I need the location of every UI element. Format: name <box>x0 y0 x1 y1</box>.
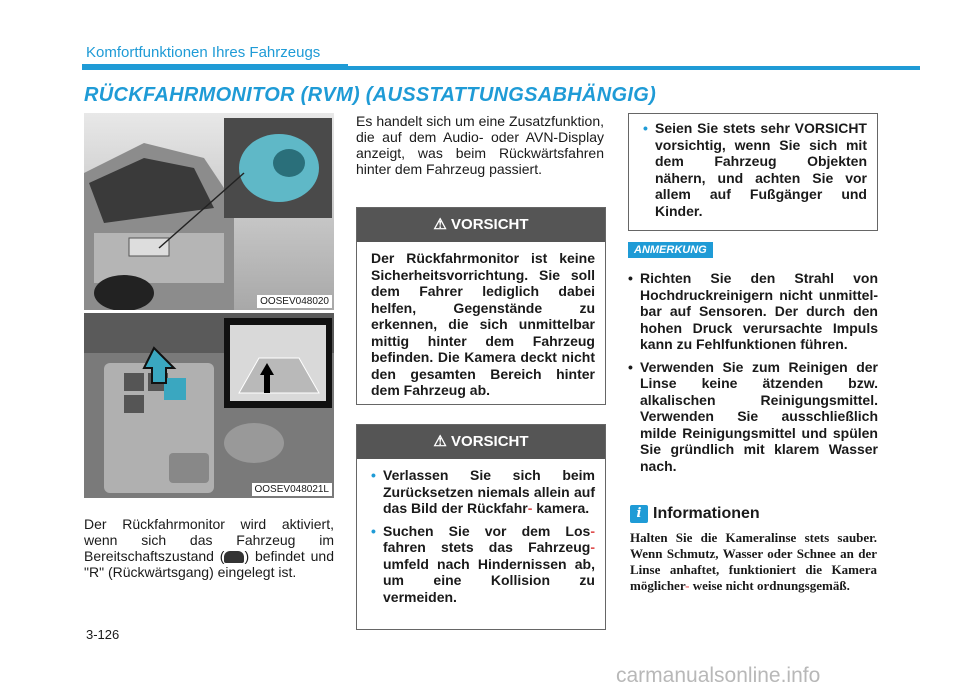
activation-paragraph <box>84 516 334 580</box>
car-rear-illustration <box>84 113 334 310</box>
gear-selector-photo <box>84 313 334 498</box>
list-item: • Richten Sie den Strahl von Hochdruckreinigern nicht unmittel-bar auf Sensoren. Der durch den hohen Druck verursachte Impuls kann zu Fehlfunktionen führen. <box>628 270 878 353</box>
caution-heading: ⚠ VORSICHT <box>357 425 605 459</box>
gear-selector-illustration <box>84 313 334 498</box>
caution-box-1 <box>356 207 606 405</box>
watermark: carmanualsonline.info <box>616 664 821 687</box>
list-item: • Suchen Sie vor dem Los- fahren stets das Fahrzeug- umfeld nach Hindernissen ab, um eine Kollision zu vermeiden. <box>371 523 595 606</box>
caution-text: Der Rückfahrmonitor ist keine Sicherheitsvorrichtung. Sie soll dem Fahrer lediglich dabei helfen, Gegenstände zu erkennen, die sich unmittelbar mittig hinter dem Fahrzeug befinden. Die Kamera deckt nicht den gesamten Bereich hinter dem Fahrzeug ab. <box>371 250 595 398</box>
image-caption: OOSEV048020 <box>257 295 332 308</box>
activation-text-2: ) befindet und "R" (Rückwärtsgang) eingelegt ist. <box>84 548 334 580</box>
list-item: • Seien Sie stets sehr VORSICHT vorsichtig, wenn Sie sich mit dem Fahrzeug Objekten nähern, und achten Sie vor allem auf Fußgänger und Kinder. <box>643 120 867 219</box>
info-text: Halten Sie die Kameralinse stets sauber. Wenn Schmutz, Wasser oder Schnee an der Linse anhaftet, funktioniert die Kamera möglicher- weise nicht ordnungsgemäß. <box>630 530 877 593</box>
caution-box-2 <box>356 424 606 630</box>
activation-text-1: Der Rückfahrmonitor wird aktiviert, wenn sich das Fahrzeug im Bereitschaftszustand ( <box>84 516 334 564</box>
power-icon <box>224 551 244 563</box>
car-rear-photo <box>84 113 334 310</box>
caution-box-3 <box>628 113 878 231</box>
warning-triangle-icon: ⚠ <box>433 216 447 233</box>
header-rule <box>82 66 920 70</box>
caution-list <box>357 459 605 619</box>
note-list <box>628 270 878 480</box>
page-title: RÜCKFAHRMONITOR (RVM) (AUSSTATTUNGSABHÄNGIG) <box>84 84 657 106</box>
description-paragraph: Es handelt sich um eine Zusatzfunktion, die auf dem Audio- oder AVN-Display anzeigt, was beim Rückwärtsfahren hinter dem Fahrzeug passiert. <box>356 113 604 177</box>
section-header: Komfortfunktionen Ihres Fahrzeugs <box>86 44 321 61</box>
note-badge: ANMERKUNG <box>628 242 713 258</box>
caution-heading: ⚠ VORSICHT <box>357 208 605 242</box>
page-number: 3-126 <box>86 627 120 642</box>
list-item: • Verlassen Sie sich beim Zurücksetzen niemals allein auf das Bild der Rückfahr- kamera. <box>371 467 595 517</box>
info-title: Informationen <box>653 505 760 522</box>
image-caption: OOSEV048021L <box>252 483 333 496</box>
warning-triangle-icon: ⚠ <box>433 433 447 450</box>
list-item: • Verwenden Sie zum Reinigen der Linse keine ätzenden bzw. alkalischen Reinigungsmittel. Verwenden Sie ausschließlich milde Reinigungsmittel und spülen Sie gründlich mit klarem Wasser nach. <box>628 359 878 475</box>
info-icon: i <box>630 505 648 523</box>
